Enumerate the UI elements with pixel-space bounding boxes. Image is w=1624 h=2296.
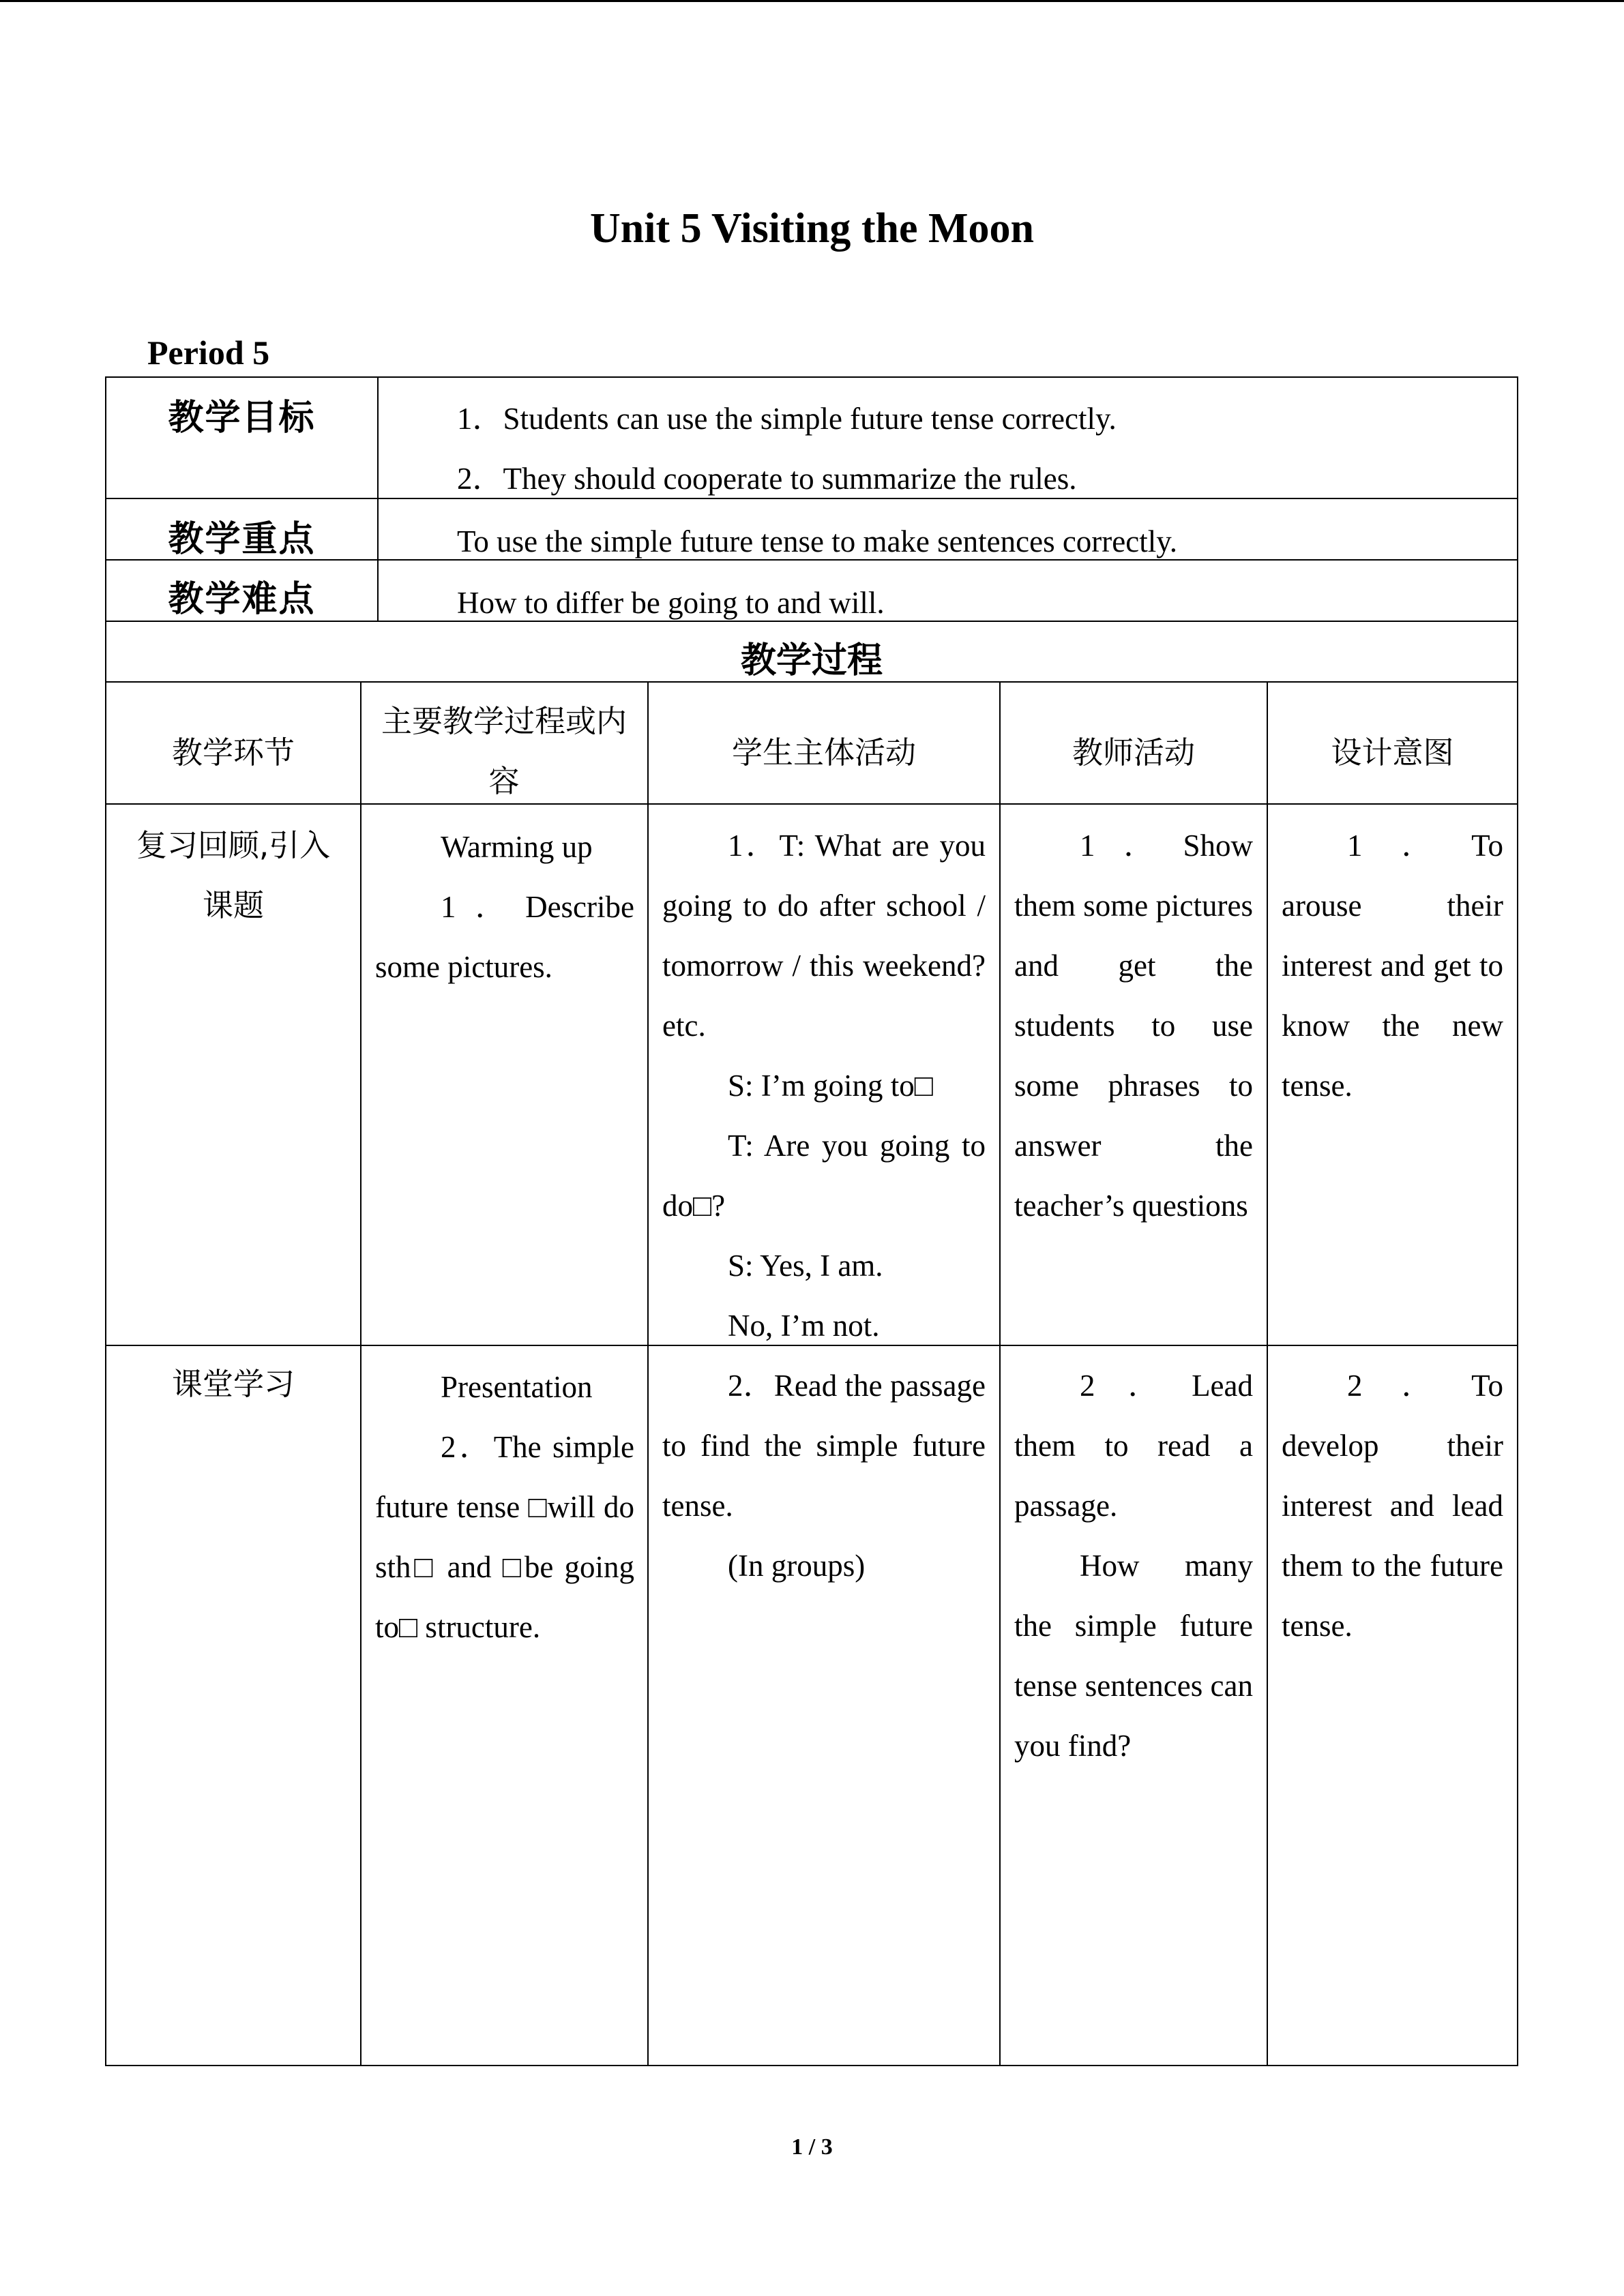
difficulty-label: 教学难点 [168,579,316,620]
key-point-label: 教学重点 [168,519,316,560]
header-content: 主要教学过程或内容 [381,703,627,799]
column-divider [360,681,361,2066]
header-stage: 教学环节 [171,734,295,771]
student-item: T: Are you going to do□? [662,1129,986,1223]
table-border-top [105,376,1518,378]
objectives-label: 教学目标 [168,398,316,438]
teacher-item: 1．Show them some pictures and get the students to use some phrases to answer the teacher’s questions [1014,829,1253,1223]
student-item: S: Yes, I am. [728,1249,883,1283]
period-label: Period 5 [147,333,270,372]
student-item: S: I’m going to□ [728,1069,933,1103]
column-divider [647,681,649,2066]
content-heading: Warming up [441,830,593,864]
row2-content [375,1357,634,1657]
difficulty-text: How to differ be going to and will. [457,586,885,620]
process-title: 教学过程 [740,640,883,681]
objectives-content [457,389,1507,509]
row2-intent [1282,1356,1503,1656]
row2-teacher [1014,1356,1253,1776]
table-border-right [1517,376,1518,2066]
row2-student [662,1356,986,1596]
student-item: 1．T: What are you going to do after school / tomorrow / this weekend? etc. [662,829,986,1043]
document-title: Unit 5 Visiting the Moon [589,205,1035,252]
row1-intent [1282,816,1503,1116]
content-heading: Presentation [441,1370,593,1404]
teacher-item: 2．Lead them to read a passage. [1014,1369,1253,1523]
row-divider [105,803,1518,805]
row1-teacher [1014,816,1253,1236]
objective-item: 2．They should cooperate to summarize the rules. [457,462,1077,496]
teacher-item: How many the simple future tense sentences can you find? [1014,1549,1253,1763]
content-item: 2．The simple future tense □will do sth□ and □be going to□ structure. [375,1430,634,1644]
table-border-left [105,376,106,2066]
row1-content [375,817,634,997]
objective-item: 1．Students can use the simple future tense correctly. [457,402,1117,436]
header-student: 学生主体活动 [731,734,916,771]
label-column-divider [377,376,379,622]
key-point-text: To use the simple future tense to make sentences correctly. [457,524,1178,558]
header-intent: 设计意图 [1331,734,1454,771]
student-item: 2．Read the passage to find the simple future tense. [662,1369,986,1523]
column-divider [1267,681,1268,2066]
row2-stage: 课堂学习 [171,1366,295,1402]
header-teacher: 教师活动 [1072,734,1195,771]
page-number: 1 / 3 [791,2134,833,2160]
column-divider [999,681,1001,2066]
page-top-border [0,0,1624,2]
content-item: 1．Describe some pictures. [375,890,634,984]
table-border-bottom [105,2065,1518,2066]
intent-item: 1．To arouse their interest and get to know the new tense. [1282,829,1503,1103]
row1-stage: 复习回顾,引入课题 [136,827,331,923]
student-item: No, I’m not. [728,1309,880,1343]
student-item: (In groups) [728,1549,866,1583]
row1-student [662,816,986,1356]
intent-item: 2．To develop their interest and lead them to the future tense. [1282,1369,1503,1643]
